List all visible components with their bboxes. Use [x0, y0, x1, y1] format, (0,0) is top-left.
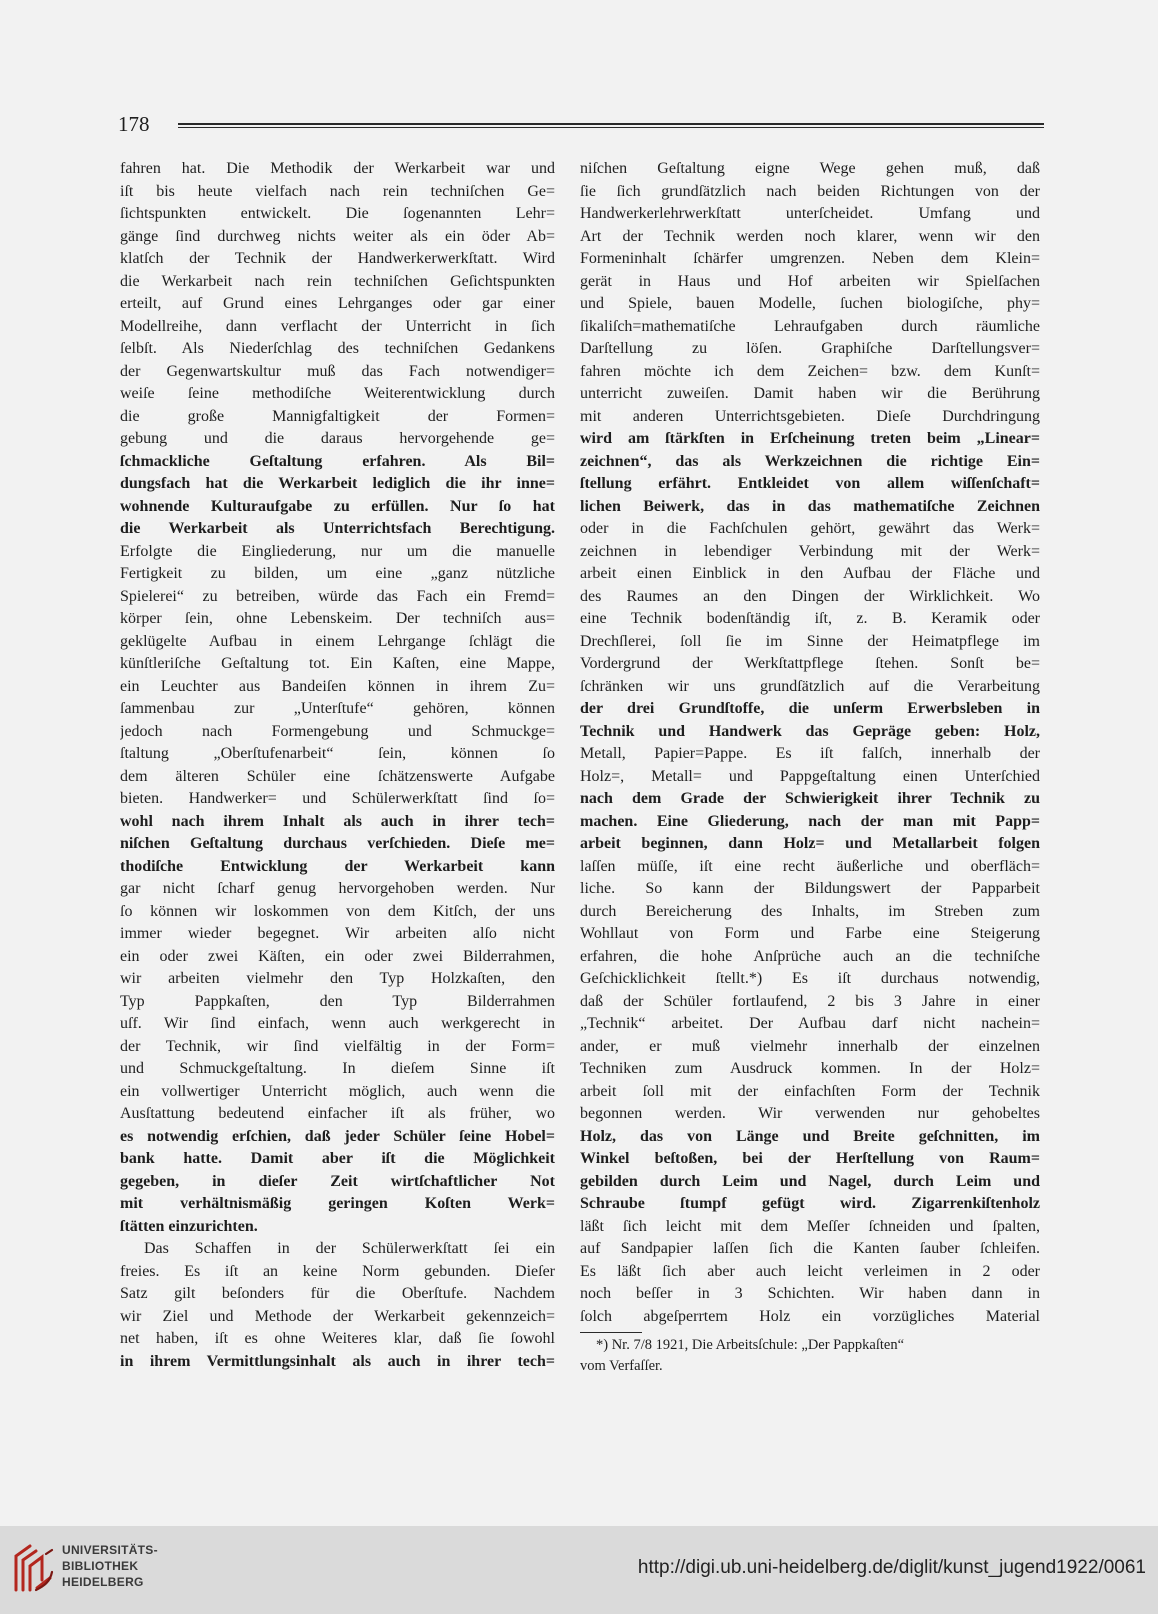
text-line: Darſtellung zu löſen. Graphiſche Darſtellungsver=	[580, 340, 1040, 357]
text-line: unterricht zuweiſen. Damit haben wir die Berührung	[580, 385, 1040, 402]
text-line: läßt ſich leicht mit dem Meſſer ſchneiden und ſpalten,	[580, 1217, 1040, 1235]
text-line: machen. Eine Gliederung, nach der man mit Papp=	[580, 812, 1040, 830]
text-line: gegeben, in dieſer Zeit wirtſchaftlicher Not	[120, 1172, 555, 1190]
text-line: auf Sandpapier laſſen ſich die Kanten ſauber ſchleifen.	[580, 1240, 1040, 1257]
text-line: und Spiele, bauen Modelle, ſuchen biologiſche, phy=	[580, 295, 1040, 312]
text-line: niſchen Geſtaltung durchaus verſchieden. Dieſe me=	[120, 835, 555, 852]
text-line: arbeit ſoll mit der einfachſten Form der Technik	[580, 1082, 1040, 1100]
text-line: dem älteren Schüler eine ſchätzenswerte Aufgabe	[120, 767, 555, 785]
text-line: Spielerei“ zu betreiben, würde das Fach ein Fremd=	[120, 587, 555, 605]
library-name-line: BIBLIOTHEK	[62, 1559, 139, 1573]
left-text-column	[120, 158, 555, 1373]
library-name	[62, 1542, 158, 1590]
text-line: Drechſlerei, ſoll ſie im Sinne der Heimatpflege im	[580, 632, 1040, 650]
text-line: thodiſche Entwicklung der Werkarbeit kann	[120, 857, 555, 875]
text-line: gerät in Haus und Hof arbeiten wir Spielſachen	[580, 272, 1040, 290]
text-line: Typ Pappkaſten, den Typ Bilderrahmen	[120, 992, 555, 1010]
text-line: ſie ſich grundſätzlich nach beiden Richtungen von der	[580, 182, 1040, 200]
text-line: Fertigkeit zu bilden, um eine „ganz nützliche	[120, 565, 555, 582]
source-url: http://digi.ub.uni-heidelberg.de/diglit/kunst_jugend1922/0061	[637, 1557, 1146, 1578]
text-line: jedoch nach Formengebung und Schmuckge=	[120, 722, 555, 740]
text-line: iſt bis heute vielfach nach rein techniſchen Ge=	[120, 182, 555, 200]
text-line: laſſen müſſe, iſt eine recht äußerliche und oberfläch=	[580, 857, 1040, 875]
text-line: eine Technik bodenſtändig iſt, z. B. Keramik oder	[580, 610, 1040, 627]
footnote-rule	[580, 1332, 642, 1333]
text-line: künſtleriſche Geſtaltung tot. Ein Kaſten, eine Mappe,	[120, 655, 555, 672]
text-line: Formeninhalt ſchärfer umgrenzen. Neben dem Klein=	[580, 250, 1040, 267]
text-line: erteilt, auf Grund eines Lehrganges oder gar einer	[120, 295, 555, 312]
text-line: ein Leuchter aus Bandeiſen können in ihrem Zu=	[120, 677, 555, 695]
text-line: uſf. Wir ſind einfach, wenn auch werkgerecht in	[120, 1015, 555, 1032]
text-line: mit anderen Unterrichtsgebieten. Dieſe Durchdringung	[580, 407, 1040, 425]
text-line: niſchen Geſtaltung eigne Wege gehen muß, daß	[580, 160, 1040, 177]
text-line: zeichnen“, das als Werkzeichnen die richtige Ein=	[580, 452, 1040, 470]
text-line: Wohllaut von Form und Farbe eine Steigerung	[580, 925, 1040, 942]
text-line: liche. So kann der Bildungswert der Papparbeit	[580, 880, 1040, 897]
text-line: Erfolgte die Eingliederung, nur um die manuelle	[120, 542, 555, 560]
text-line: dungsfach hat die Werkarbeit lediglich die ihr inne=	[120, 475, 555, 492]
text-line: der Technik, wir ſind vielfältig in der Form=	[120, 1037, 555, 1055]
text-line: Winkel beſtoßen, bei der Herſtellung von Raum=	[580, 1150, 1040, 1167]
header-rule	[178, 123, 1044, 128]
text-line: ſtaltung „Oberſtufenarbeit“ ſein, können ſo	[120, 745, 555, 762]
text-line: zeichnen in lebendiger Verbindung mit der Werk=	[580, 542, 1040, 560]
text-line: daß der Schüler fortlaufend, 2 bis 3 Jahre in einer	[580, 992, 1040, 1010]
text-line: oder in die Fachſchulen gehört, gewährt das Werk=	[580, 520, 1040, 537]
text-line: in ihrem Vermittlungsinhalt als auch in ihrer tech=	[120, 1352, 555, 1370]
library-footer-bar	[0, 1526, 1158, 1614]
text-line: wird am ſtärkſten in Erſcheinung treten beim „Linear=	[580, 430, 1040, 447]
text-line: freies. Es iſt an keine Norm gebunden. Dieſer	[120, 1262, 555, 1280]
text-line: Geſchicklichkeit ſtellt.*) Es iſt durchaus notwendig,	[580, 970, 1040, 987]
text-line: Das Schaffen in der Schülerwerkſtatt ſei ein	[144, 1240, 555, 1257]
text-line: gar nicht ſcharf genug hervorgehoben werden. Nur	[120, 880, 555, 897]
text-line: die große Mannigfaltigkeit der Formen=	[120, 407, 555, 425]
text-line: der Gegenwartskultur muß das Fach notwendiger=	[120, 362, 555, 380]
text-line: wohl nach ihrem Inhalt als auch in ihrer tech=	[120, 812, 555, 830]
footnote-line: *) Nr. 7/8 1921, Die Arbeitsſchule: „Der Pappkaſten“	[596, 1337, 905, 1353]
text-line: Technik und Handwerk das Gepräge geben: Holz,	[580, 722, 1040, 740]
page-number: 178	[118, 112, 150, 136]
text-line: Techniken zum Ausdruck kommen. In der Holz=	[580, 1060, 1040, 1077]
text-line: fahren möchte ich dem Zeichen= bzw. dem Kunſt=	[580, 362, 1040, 380]
text-line: wir arbeiten vielmehr den Typ Holzkaſten, den	[120, 970, 555, 987]
text-line: gänge ſind durchweg nichts weiter als ein öder Ab=	[120, 227, 555, 245]
text-line: Ausſtattung bedeutend einfacher iſt als früher, wo	[120, 1105, 555, 1122]
library-logo-icon	[10, 1540, 56, 1594]
text-line: lichen Beiwerk, das in das mathematiſche Zeichnen	[580, 497, 1040, 515]
text-line: ſammenbau zur „Unterſtufe“ gehören, können	[120, 700, 555, 717]
library-name-line: HEIDELBERG	[62, 1575, 144, 1589]
text-line: gebilden durch Leim und Nagel, durch Leim und	[580, 1172, 1040, 1190]
text-line: bieten. Handwerker= und Schülerwerkſtatt ſind ſo=	[120, 790, 555, 807]
text-line: Holz, das von Länge und Breite geſchnitten, im	[580, 1127, 1040, 1145]
text-line: wir Ziel und Methode der Werkarbeit gekennzeich=	[120, 1307, 555, 1325]
text-line: Es läßt ſich aber auch leicht verleimen in 2 oder	[580, 1262, 1040, 1280]
text-line: körper ſein, ohne Lebenskeim. Der techniſch aus=	[120, 610, 555, 627]
text-line: nach dem Grade der Schwierigkeit ihrer Technik zu	[580, 790, 1040, 807]
right-text-column	[580, 158, 1040, 1377]
text-line: ein vollwertiger Unterricht möglich, auch wenn die	[120, 1082, 555, 1100]
text-line: die Werkarbeit als Unterrichtsfach Berechtigung.	[120, 520, 555, 537]
text-line: ein oder zwei Käſten, ein oder zwei Bilderrahmen,	[120, 947, 555, 965]
text-line: arbeit einen Einblick in den Aufbau der Fläche und	[580, 565, 1040, 582]
text-line: erfahren, die hohe Anſprüche auch an die techniſche	[580, 947, 1040, 965]
text-line: gebung und die daraus hervorgehende ge=	[120, 430, 555, 447]
text-line: Holz=, Metall= und Pappgeſtaltung einen Unterſchied	[580, 767, 1040, 785]
text-line: geklügelte Aufbau in einem Lehrgange ſchlägt die	[120, 632, 555, 650]
text-line: Schraube ſtumpf gefügt wird. Zigarrenkiſtenholz	[580, 1195, 1040, 1212]
text-line: Modellreihe, dann verflacht der Unterricht in ſich	[120, 317, 555, 335]
text-line: ander, er muß vielmehr innerhalb der einzelnen	[580, 1037, 1040, 1055]
text-line: Handwerkerlehrwerkſtatt unterſcheidet. Umfang und	[580, 205, 1040, 222]
text-line: ſtätten einzurichten.	[120, 1217, 258, 1235]
text-line: net haben, iſt es ohne Weiteres klar, daß ſie ſowohl	[120, 1330, 555, 1347]
text-line: mit verhältnismäßig geringen Koſten Werk=	[120, 1195, 555, 1212]
text-line: ſo können wir loskommen von dem Kitſch, der uns	[120, 902, 555, 920]
text-line: und Schmuckgeſtaltung. In dieſem Sinne iſt	[120, 1060, 555, 1077]
text-line: ſichtspunkten entwickelt. Die ſogenannten Lehr=	[120, 205, 555, 222]
text-line: Metall, Papier=Pappe. Es iſt falſch, innerhalb der	[580, 745, 1040, 762]
text-line: Satz gilt beſonders für die Oberſtufe. Nachdem	[120, 1285, 555, 1302]
footnote-line: vom Verfaſſer.	[580, 1358, 663, 1374]
text-line: Art der Technik werden noch klarer, wenn wir den	[580, 227, 1040, 245]
text-line: ſikaliſch=mathematiſche Lehraufgaben durch räumliche	[580, 317, 1040, 335]
text-line: durch Bereicherung des Inhalts, im Streben zum	[580, 902, 1040, 920]
text-line: noch beſſer in 3 Schichten. Wir haben dann in	[580, 1285, 1040, 1302]
text-line: ſelbſt. Als Niederſchlag des techniſchen Gedankens	[120, 340, 555, 357]
text-line: des Raumes an den Dingen der Wirklichkeit. Wo	[580, 587, 1040, 605]
text-line: ſchmackliche Geſtaltung erfahren. Als Bil=	[120, 452, 555, 470]
text-line: arbeit beginnen, dann Holz= und Metallarbeit folgen	[580, 835, 1040, 852]
text-line: der drei Grundſtoffe, die unſerm Erwerbsleben in	[580, 700, 1040, 717]
text-line: ſolch abgeſperrtem Holz ein vorzügliches Material	[580, 1307, 1040, 1325]
text-line: wohnende Kulturaufgabe zu erfüllen. Nur ſo hat	[120, 497, 555, 515]
text-line: weiſe ſeine methodiſche Weiterentwicklung durch	[120, 385, 555, 402]
text-line: Vordergrund der Werkſtattpflege ſtehen. Sonſt be=	[580, 655, 1040, 672]
text-line: begonnen werden. Wir verwenden nur gehobeltes	[580, 1105, 1040, 1122]
text-line: fahren hat. Die Methodik der Werkarbeit war und	[120, 160, 555, 177]
text-line: klatſch der Technik der Handwerkerwerkſtatt. Wird	[120, 250, 555, 267]
text-line: immer wieder begegnet. Wir arbeiten alſo nicht	[120, 925, 555, 942]
text-line: die Werkarbeit nach rein techniſchen Geſichtspunkten	[120, 272, 555, 290]
text-line: bank hatte. Damit aber iſt die Möglichkeit	[120, 1150, 555, 1167]
text-line: es notwendig erſchien, daß jeder Schüler ſeine Hobel=	[120, 1127, 555, 1145]
text-line: ſtellung erfährt. Entkleidet von allem wiſſenſchaft=	[580, 475, 1040, 492]
text-line: „Technik“ arbeitet. Der Aufbau darf nicht nachein=	[580, 1015, 1040, 1032]
text-line: ſchränken wir uns grundſätzlich auf die Verarbeitung	[580, 677, 1040, 695]
library-name-line: UNIVERSITÄTS-	[62, 1543, 158, 1557]
